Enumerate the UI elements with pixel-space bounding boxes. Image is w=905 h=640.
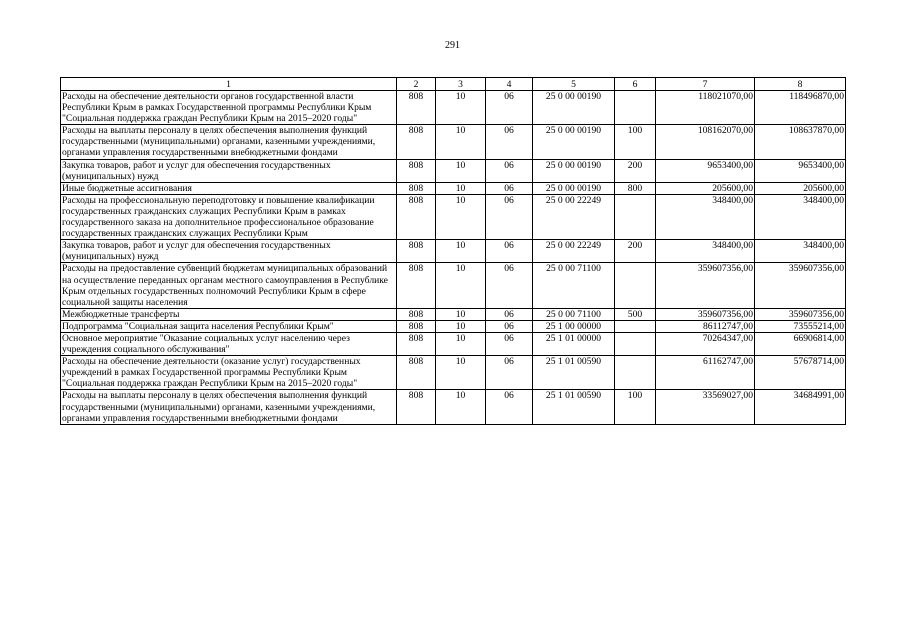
rz-code: 10 — [436, 125, 486, 159]
pr-code: 06 — [486, 182, 533, 194]
vr-code: 200 — [615, 240, 656, 263]
amount-col8: 108637870,00 — [755, 125, 846, 159]
table-row — [61, 182, 846, 194]
rz-code: 10 — [436, 182, 486, 194]
pr-code: 06 — [486, 125, 533, 159]
table-row — [61, 356, 846, 390]
column-header: 5 — [533, 78, 615, 91]
table-row — [61, 332, 846, 355]
amount-col7: 70264347,00 — [656, 332, 755, 355]
column-header: 4 — [486, 78, 533, 91]
amount-col7: 348400,00 — [656, 194, 755, 239]
gr-code: 808 — [397, 356, 436, 390]
column-header: 8 — [755, 78, 846, 91]
gr-code: 808 — [397, 332, 436, 355]
amount-col7: 9653400,00 — [656, 159, 755, 182]
csr-code: 25 1 01 00590 — [533, 390, 615, 424]
column-header: 2 — [397, 78, 436, 91]
vr-code — [615, 91, 656, 125]
csr-code: 25 0 00 00190 — [533, 159, 615, 182]
expense-name: Расходы на профессиональную переподготовку и повышение квалификации государственных гражданских служащих Республики Крым в рамках государственного заказа на дополнительное профессиональное образование государственных гражданских служащих Республики Крым — [61, 194, 397, 239]
amount-col8: 348400,00 — [755, 240, 846, 263]
amount-col8: 57678714,00 — [755, 356, 846, 390]
gr-code: 808 — [397, 390, 436, 424]
vr-code: 200 — [615, 159, 656, 182]
amount-col7: 118021070,00 — [656, 91, 755, 125]
amount-col8: 348400,00 — [755, 194, 846, 239]
table-row — [61, 263, 846, 308]
budget-table — [60, 77, 846, 425]
table-row — [61, 194, 846, 239]
pr-code: 06 — [486, 240, 533, 263]
rz-code: 10 — [436, 263, 486, 308]
expense-name: Расходы на выплаты персоналу в целях обеспечения выполнения функций государственными (муниципальными) органами, казенными учреждениями, органами управления государственными внебюджетными фондами — [61, 125, 397, 159]
vr-code — [615, 263, 656, 308]
gr-code: 808 — [397, 308, 436, 320]
column-header: 3 — [436, 78, 486, 91]
table-row — [61, 91, 846, 125]
rz-code: 10 — [436, 332, 486, 355]
expense-name: Подпрограмма "Социальная защита населения Республики Крым" — [61, 320, 397, 332]
amount-col8: 66906814,00 — [755, 332, 846, 355]
pr-code: 06 — [486, 91, 533, 125]
amount-col7: 359607356,00 — [656, 263, 755, 308]
rz-code: 10 — [436, 308, 486, 320]
pr-code: 06 — [486, 308, 533, 320]
table-row — [61, 390, 846, 424]
expense-name: Расходы на предоставление субвенций бюджетам муниципальных образований на осуществление переданных органам местного самоуправления в Республике Крым отдельных государственных полномочий Республики Крым в сфере социальной защиты населения — [61, 263, 397, 308]
column-header: 1 — [61, 78, 397, 91]
amount-col8: 34684991,00 — [755, 390, 846, 424]
pr-code: 06 — [486, 356, 533, 390]
rz-code: 10 — [436, 91, 486, 125]
table-row — [61, 125, 846, 159]
amount-col7: 108162070,00 — [656, 125, 755, 159]
csr-code: 25 0 00 71100 — [533, 263, 615, 308]
pr-code: 06 — [486, 263, 533, 308]
amount-col7: 61162747,00 — [656, 356, 755, 390]
pr-code: 06 — [486, 332, 533, 355]
csr-code: 25 1 00 00000 — [533, 320, 615, 332]
rz-code: 10 — [436, 390, 486, 424]
header-row — [61, 78, 846, 91]
gr-code: 808 — [397, 182, 436, 194]
gr-code: 808 — [397, 320, 436, 332]
gr-code: 808 — [397, 91, 436, 125]
vr-code: 100 — [615, 125, 656, 159]
amount-col8: 205600,00 — [755, 182, 846, 194]
vr-code: 800 — [615, 182, 656, 194]
vr-code — [615, 356, 656, 390]
csr-code: 25 0 00 00190 — [533, 125, 615, 159]
pr-code: 06 — [486, 159, 533, 182]
amount-col7: 205600,00 — [656, 182, 755, 194]
csr-code: 25 0 00 71100 — [533, 308, 615, 320]
gr-code: 808 — [397, 159, 436, 182]
expense-name: Основное мероприятие "Оказание социальных услуг населению через учреждения социального обслуживания" — [61, 332, 397, 355]
vr-code — [615, 320, 656, 332]
table-row — [61, 240, 846, 263]
csr-code: 25 0 00 00190 — [533, 182, 615, 194]
page-number: 291 — [445, 40, 460, 51]
expense-name: Расходы на обеспечение деятельности (оказание услуг) государственных учреждений в рамках Государственной программы Республики Крым "Социальная поддержка граждан Республики Крым на 2015–2020 годы" — [61, 356, 397, 390]
column-header: 6 — [615, 78, 656, 91]
expense-name: Расходы на выплаты персоналу в целях обеспечения выполнения функций государственными (муниципальными) органами, казенными учреждениями, органами управления государственными внебюджетными фондами — [61, 390, 397, 424]
csr-code: 25 1 01 00590 — [533, 356, 615, 390]
csr-code: 25 0 00 00190 — [533, 91, 615, 125]
amount-col8: 118496870,00 — [755, 91, 846, 125]
vr-code — [615, 194, 656, 239]
amount-col8: 73555214,00 — [755, 320, 846, 332]
vr-code: 100 — [615, 390, 656, 424]
expense-name: Межбюджетные трансферты — [61, 308, 397, 320]
rz-code: 10 — [436, 240, 486, 263]
gr-code: 808 — [397, 263, 436, 308]
expense-name: Закупка товаров, работ и услуг для обеспечения государственных (муниципальных) нужд — [61, 240, 397, 263]
amount-col8: 359607356,00 — [755, 263, 846, 308]
pr-code: 06 — [486, 194, 533, 239]
csr-code: 25 0 00 22249 — [533, 240, 615, 263]
amount-col7: 359607356,00 — [656, 308, 755, 320]
amount-col8: 9653400,00 — [755, 159, 846, 182]
column-header: 7 — [656, 78, 755, 91]
pr-code: 06 — [486, 390, 533, 424]
table-row — [61, 308, 846, 320]
csr-code: 25 0 00 22249 — [533, 194, 615, 239]
amount-col7: 86112747,00 — [656, 320, 755, 332]
amount-col7: 348400,00 — [656, 240, 755, 263]
rz-code: 10 — [436, 159, 486, 182]
pr-code: 06 — [486, 320, 533, 332]
expense-name: Иные бюджетные ассигнования — [61, 182, 397, 194]
rz-code: 10 — [436, 320, 486, 332]
amount-col8: 359607356,00 — [755, 308, 846, 320]
gr-code: 808 — [397, 194, 436, 239]
expense-name: Расходы на обеспечение деятельности органов государственной власти Республики Крым в рамках Государственной программы Республики Крым "Социальная поддержка граждан Республики Крым на 2015–2020 годы" — [61, 91, 397, 125]
table-row — [61, 320, 846, 332]
rz-code: 10 — [436, 356, 486, 390]
expense-name: Закупка товаров, работ и услуг для обеспечения государственных (муниципальных) нужд — [61, 159, 397, 182]
vr-code — [615, 332, 656, 355]
gr-code: 808 — [397, 240, 436, 263]
rz-code: 10 — [436, 194, 486, 239]
csr-code: 25 1 01 00000 — [533, 332, 615, 355]
amount-col7: 33569027,00 — [656, 390, 755, 424]
vr-code: 500 — [615, 308, 656, 320]
gr-code: 808 — [397, 125, 436, 159]
table-row — [61, 159, 846, 182]
